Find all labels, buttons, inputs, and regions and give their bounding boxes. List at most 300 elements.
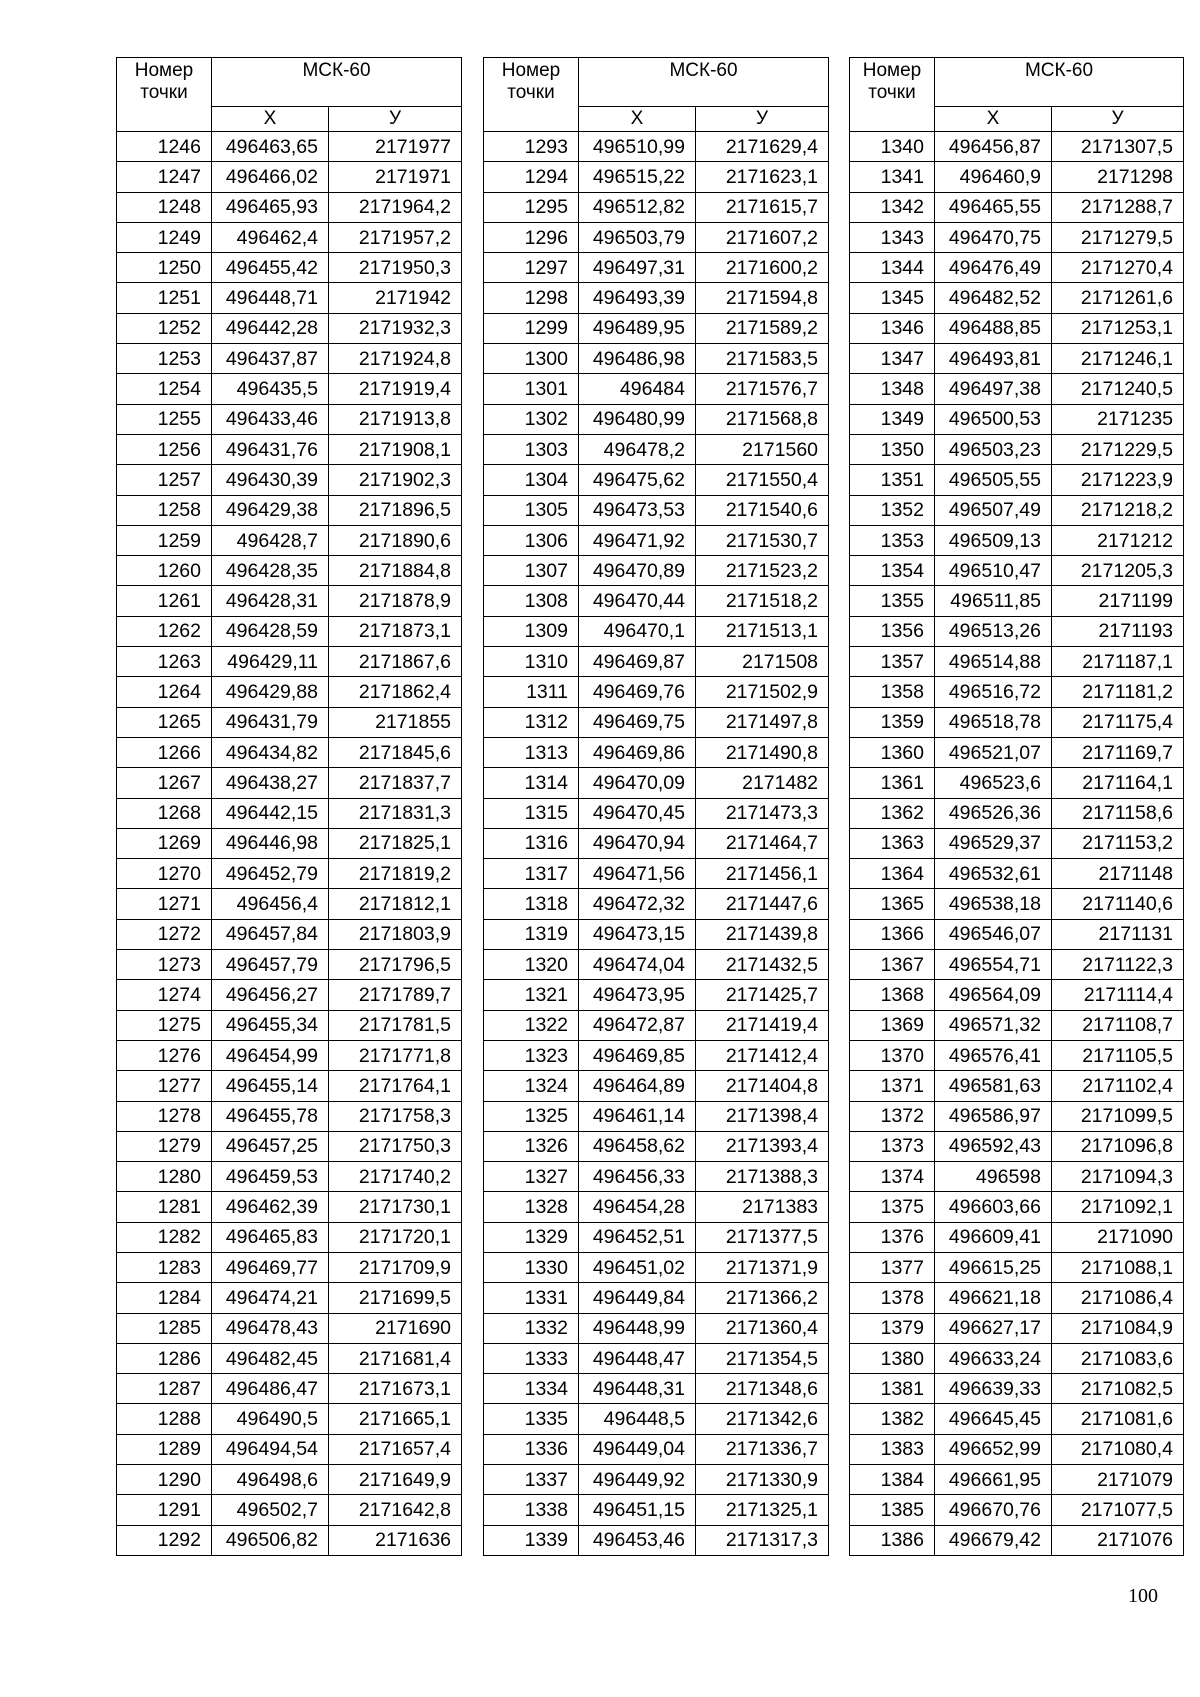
- point-number-cell: 1383: [850, 1434, 935, 1464]
- y-coordinate-cell: 2171279,5: [1052, 222, 1184, 252]
- y-coordinate-cell: 2171518,2: [696, 586, 829, 616]
- point-number-cell: 1370: [850, 1040, 935, 1070]
- y-coordinate-cell: 2171819,2: [329, 859, 462, 889]
- x-coordinate-cell: 496433,46: [212, 404, 329, 434]
- x-coordinate-cell: 496480,99: [579, 404, 696, 434]
- y-coordinate-cell: 2171393,4: [696, 1131, 829, 1161]
- x-coordinate-cell: 496516,72: [935, 677, 1052, 707]
- x-coordinate-cell: 496609,41: [935, 1222, 1052, 1252]
- coordinates-table-1: [116, 57, 462, 1556]
- y-coordinate-cell: 2171657,4: [329, 1434, 462, 1464]
- point-number-cell: 1246: [117, 132, 212, 162]
- x-coordinate-cell: 496449,84: [579, 1283, 696, 1313]
- table-row: [850, 737, 1184, 767]
- point-number-cell: 1333: [484, 1343, 579, 1373]
- table-row: [484, 1131, 829, 1161]
- y-coordinate-cell: 2171730,1: [329, 1192, 462, 1222]
- y-coordinate-cell: 2171594,8: [696, 283, 829, 313]
- x-coordinate-cell: 496509,13: [935, 525, 1052, 555]
- point-number-cell: 1309: [484, 616, 579, 646]
- point-number-cell: 1353: [850, 525, 935, 555]
- point-number-cell: 1322: [484, 1010, 579, 1040]
- point-number-cell: 1317: [484, 859, 579, 889]
- table-row: [850, 192, 1184, 222]
- point-number-cell: 1247: [117, 162, 212, 192]
- x-coordinate-cell: 496586,97: [935, 1101, 1052, 1131]
- y-coordinate-cell: 2171750,3: [329, 1131, 462, 1161]
- y-coordinate-cell: 2171122,3: [1052, 950, 1184, 980]
- x-coordinate-cell: 496473,53: [579, 495, 696, 525]
- point-number-cell: 1368: [850, 980, 935, 1010]
- point-number-cell: 1272: [117, 919, 212, 949]
- x-coordinate-cell: 496458,62: [579, 1131, 696, 1161]
- point-number-cell: 1336: [484, 1434, 579, 1464]
- table-row: [850, 677, 1184, 707]
- table-row: [484, 1495, 829, 1525]
- point-number-cell: 1351: [850, 465, 935, 495]
- table-row: [850, 647, 1184, 677]
- point-number-cell: 1295: [484, 192, 579, 222]
- table-row: [117, 1252, 462, 1282]
- y-coordinate-cell: 2171084,9: [1052, 1313, 1184, 1343]
- point-number-cell: 1291: [117, 1495, 212, 1525]
- table-row: [850, 1374, 1184, 1404]
- y-coordinate-cell: 2171513,1: [696, 616, 829, 646]
- table-row: [484, 132, 829, 162]
- table-row: [484, 344, 829, 374]
- table-row: [850, 1071, 1184, 1101]
- y-coordinate-cell: 2171464,7: [696, 828, 829, 858]
- table-row: [484, 828, 829, 858]
- table-row: [117, 556, 462, 586]
- y-coordinate-cell: 2171502,9: [696, 677, 829, 707]
- x-coordinate-cell: 496446,98: [212, 828, 329, 858]
- y-coordinate-cell: 2171740,2: [329, 1162, 462, 1192]
- x-coordinate-cell: 496502,7: [212, 1495, 329, 1525]
- y-coordinate-cell: 2171523,2: [696, 556, 829, 586]
- table-row: [117, 1010, 462, 1040]
- y-coordinate-cell: 2171699,5: [329, 1283, 462, 1313]
- table-row: [117, 313, 462, 343]
- point-number-cell: 1364: [850, 859, 935, 889]
- x-coordinate-cell: 496469,75: [579, 707, 696, 737]
- point-number-cell: 1315: [484, 798, 579, 828]
- point-number-cell: 1329: [484, 1222, 579, 1252]
- point-number-cell: 1325: [484, 1101, 579, 1131]
- x-coordinate-cell: 496469,87: [579, 647, 696, 677]
- point-number-cell: 1371: [850, 1071, 935, 1101]
- y-coordinate-cell: 2171873,1: [329, 616, 462, 646]
- x-header: Х: [579, 107, 696, 132]
- x-coordinate-cell: 496486,47: [212, 1374, 329, 1404]
- table-row: [850, 374, 1184, 404]
- point-number-cell: 1348: [850, 374, 935, 404]
- table-row: [117, 980, 462, 1010]
- y-coordinate-cell: 2171902,3: [329, 465, 462, 495]
- coordinate-system-header: МСК-60: [212, 58, 462, 107]
- x-coordinate-cell: 496615,25: [935, 1252, 1052, 1282]
- table-row: [117, 1404, 462, 1434]
- x-coordinate-cell: 496457,84: [212, 919, 329, 949]
- y-coordinate-cell: 2171099,5: [1052, 1101, 1184, 1131]
- table-row: [484, 434, 829, 464]
- x-coordinate-cell: 496532,61: [935, 859, 1052, 889]
- y-coordinate-cell: 2171246,1: [1052, 344, 1184, 374]
- x-coordinate-cell: 496430,39: [212, 465, 329, 495]
- x-coordinate-cell: 496476,49: [935, 253, 1052, 283]
- point-number-cell: 1330: [484, 1252, 579, 1282]
- x-coordinate-cell: 496457,25: [212, 1131, 329, 1161]
- table-row: [850, 253, 1184, 283]
- point-number-cell: 1306: [484, 525, 579, 555]
- point-number-cell: 1360: [850, 737, 935, 767]
- y-coordinate-cell: 2171550,4: [696, 465, 829, 495]
- x-coordinate-cell: 496571,32: [935, 1010, 1052, 1040]
- y-coordinate-cell: 2171298: [1052, 162, 1184, 192]
- y-coordinate-cell: 2171796,5: [329, 950, 462, 980]
- point-number-cell: 1350: [850, 434, 935, 464]
- x-coordinate-cell: 496428,35: [212, 556, 329, 586]
- table-row: [117, 132, 462, 162]
- x-coordinate-cell: 496438,27: [212, 768, 329, 798]
- x-coordinate-cell: 496469,76: [579, 677, 696, 707]
- table-row: [484, 1162, 829, 1192]
- y-coordinate-cell: 2171270,4: [1052, 253, 1184, 283]
- x-coordinate-cell: 496512,82: [579, 192, 696, 222]
- y-coordinate-cell: 2171425,7: [696, 980, 829, 1010]
- table-row: [484, 1374, 829, 1404]
- y-coordinate-cell: 2171253,1: [1052, 313, 1184, 343]
- table-row: [117, 707, 462, 737]
- x-coordinate-cell: 496456,27: [212, 980, 329, 1010]
- point-number-cell: 1326: [484, 1131, 579, 1161]
- table-row: [850, 1222, 1184, 1252]
- table-row: [850, 768, 1184, 798]
- point-number-cell: 1288: [117, 1404, 212, 1434]
- table-row: [484, 1252, 829, 1282]
- y-header: У: [1052, 107, 1184, 132]
- x-coordinate-cell: 496507,49: [935, 495, 1052, 525]
- table-row: [850, 1162, 1184, 1192]
- table-row: [850, 465, 1184, 495]
- table-row: [484, 737, 829, 767]
- table-row: [117, 1525, 462, 1555]
- x-coordinate-cell: 496482,52: [935, 283, 1052, 313]
- point-number-cell: 1269: [117, 828, 212, 858]
- y-coordinate-cell: 2171164,1: [1052, 768, 1184, 798]
- y-coordinate-cell: 2171288,7: [1052, 192, 1184, 222]
- y-coordinate-cell: 2171432,5: [696, 950, 829, 980]
- x-coordinate-cell: 496434,82: [212, 737, 329, 767]
- y-coordinate-cell: 2171720,1: [329, 1222, 462, 1252]
- x-coordinate-cell: 496429,11: [212, 647, 329, 677]
- point-number-cell: 1352: [850, 495, 935, 525]
- point-number-cell: 1305: [484, 495, 579, 525]
- x-coordinate-cell: 496470,94: [579, 828, 696, 858]
- page-number: 100: [1128, 1585, 1158, 1607]
- x-coordinate-cell: 496451,02: [579, 1252, 696, 1282]
- table-row: [850, 1465, 1184, 1495]
- point-number-cell: 1261: [117, 586, 212, 616]
- point-number-cell: 1299: [484, 313, 579, 343]
- y-header: У: [696, 107, 829, 132]
- point-number-cell: 1359: [850, 707, 935, 737]
- x-coordinate-cell: 496497,31: [579, 253, 696, 283]
- point-number-cell: 1289: [117, 1434, 212, 1464]
- y-coordinate-cell: 2171642,8: [329, 1495, 462, 1525]
- x-coordinate-cell: 496474,04: [579, 950, 696, 980]
- table-row: [850, 1434, 1184, 1464]
- x-coordinate-cell: 496621,18: [935, 1283, 1052, 1313]
- point-number-cell: 1320: [484, 950, 579, 980]
- y-coordinate-cell: 2171971: [329, 162, 462, 192]
- y-coordinate-cell: 2171508: [696, 647, 829, 677]
- y-coordinate-cell: 2171771,8: [329, 1040, 462, 1070]
- point-number-cell: 1357: [850, 647, 935, 677]
- y-coordinate-cell: 2171240,5: [1052, 374, 1184, 404]
- table-row: [484, 374, 829, 404]
- x-coordinate-cell: 496451,15: [579, 1495, 696, 1525]
- x-coordinate-cell: 496457,79: [212, 950, 329, 980]
- point-number-cell: 1273: [117, 950, 212, 980]
- point-number-cell: 1279: [117, 1131, 212, 1161]
- x-coordinate-cell: 496429,38: [212, 495, 329, 525]
- table-row: [484, 798, 829, 828]
- y-coordinate-cell: 2171636: [329, 1525, 462, 1555]
- x-coordinate-cell: 496510,47: [935, 556, 1052, 586]
- table-row: [484, 283, 829, 313]
- y-coordinate-cell: 2171218,2: [1052, 495, 1184, 525]
- table-row: [117, 374, 462, 404]
- point-number-cell: 1332: [484, 1313, 579, 1343]
- point-number-cell: 1338: [484, 1495, 579, 1525]
- x-coordinate-cell: 496448,5: [579, 1404, 696, 1434]
- point-number-cell: 1296: [484, 222, 579, 252]
- x-coordinate-cell: 496484: [579, 374, 696, 404]
- table-row: [117, 1283, 462, 1313]
- table-row: [484, 253, 829, 283]
- x-coordinate-cell: 496466,02: [212, 162, 329, 192]
- table-row: [117, 919, 462, 949]
- table-row: [117, 1465, 462, 1495]
- x-coordinate-cell: 496511,85: [935, 586, 1052, 616]
- table-row: [850, 344, 1184, 374]
- table-row: [484, 222, 829, 252]
- y-coordinate-cell: 2171758,3: [329, 1101, 462, 1131]
- x-coordinate-cell: 496679,42: [935, 1525, 1052, 1555]
- x-coordinate-cell: 496514,88: [935, 647, 1052, 677]
- table-row: [117, 404, 462, 434]
- x-coordinate-cell: 496470,75: [935, 222, 1052, 252]
- x-coordinate-cell: 496645,45: [935, 1404, 1052, 1434]
- table-row: [850, 798, 1184, 828]
- x-coordinate-cell: 496456,4: [212, 889, 329, 919]
- point-number-header: Номер точки: [117, 58, 212, 132]
- y-coordinate-cell: 2171412,4: [696, 1040, 829, 1070]
- point-number-cell: 1307: [484, 556, 579, 586]
- table-row: [117, 1374, 462, 1404]
- point-number-cell: 1298: [484, 283, 579, 313]
- point-number-cell: 1373: [850, 1131, 935, 1161]
- table-row: [484, 1434, 829, 1464]
- x-coordinate-cell: 496465,83: [212, 1222, 329, 1252]
- y-coordinate-cell: 2171148: [1052, 859, 1184, 889]
- x-coordinate-cell: 496505,55: [935, 465, 1052, 495]
- point-number-cell: 1347: [850, 344, 935, 374]
- x-coordinate-cell: 496460,9: [935, 162, 1052, 192]
- x-coordinate-cell: 496598: [935, 1162, 1052, 1192]
- point-number-cell: 1384: [850, 1465, 935, 1495]
- x-coordinate-cell: 496554,71: [935, 950, 1052, 980]
- table-row: [850, 1404, 1184, 1434]
- y-coordinate-cell: 2171140,6: [1052, 889, 1184, 919]
- point-number-cell: 1265: [117, 707, 212, 737]
- table-row: [850, 434, 1184, 464]
- table-row: [117, 1131, 462, 1161]
- y-coordinate-cell: 2171607,2: [696, 222, 829, 252]
- y-coordinate-cell: 2171837,7: [329, 768, 462, 798]
- point-number-cell: 1385: [850, 1495, 935, 1525]
- table-row: [117, 495, 462, 525]
- point-number-cell: 1343: [850, 222, 935, 252]
- table-row: [484, 616, 829, 646]
- y-coordinate-cell: 2171081,6: [1052, 1404, 1184, 1434]
- y-coordinate-cell: 2171307,5: [1052, 132, 1184, 162]
- point-number-cell: 1314: [484, 768, 579, 798]
- point-number-header: Номер точки: [484, 58, 579, 132]
- y-coordinate-cell: 2171629,4: [696, 132, 829, 162]
- point-number-cell: 1355: [850, 586, 935, 616]
- y-coordinate-cell: 2171812,1: [329, 889, 462, 919]
- table-row: [117, 677, 462, 707]
- point-number-cell: 1308: [484, 586, 579, 616]
- table-row: [484, 192, 829, 222]
- table-row: [850, 404, 1184, 434]
- table-row: [117, 283, 462, 313]
- table-row: [117, 1040, 462, 1070]
- x-coordinate-cell: 496448,99: [579, 1313, 696, 1343]
- point-number-cell: 1303: [484, 434, 579, 464]
- point-number-cell: 1262: [117, 616, 212, 646]
- y-coordinate-cell: 2171878,9: [329, 586, 462, 616]
- point-number-cell: 1313: [484, 737, 579, 767]
- y-coordinate-cell: 2171092,1: [1052, 1192, 1184, 1222]
- point-number-cell: 1250: [117, 253, 212, 283]
- point-number-cell: 1324: [484, 1071, 579, 1101]
- table-row: [850, 222, 1184, 252]
- table-body: [484, 132, 829, 1556]
- point-number-cell: 1249: [117, 222, 212, 252]
- x-coordinate-cell: 496523,6: [935, 768, 1052, 798]
- x-coordinate-cell: 496473,15: [579, 919, 696, 949]
- table-row: [484, 768, 829, 798]
- table-row: [117, 828, 462, 858]
- point-number-cell: 1254: [117, 374, 212, 404]
- point-number-cell: 1312: [484, 707, 579, 737]
- y-coordinate-cell: 2171419,4: [696, 1010, 829, 1040]
- x-coordinate-cell: 496472,87: [579, 1010, 696, 1040]
- y-coordinate-cell: 2171649,9: [329, 1465, 462, 1495]
- point-number-cell: 1259: [117, 525, 212, 555]
- y-coordinate-cell: 2171862,4: [329, 677, 462, 707]
- x-coordinate-cell: 496471,92: [579, 525, 696, 555]
- y-coordinate-cell: 2171193: [1052, 616, 1184, 646]
- y-coordinate-cell: 2171105,5: [1052, 1040, 1184, 1070]
- table-row: [484, 1525, 829, 1555]
- y-coordinate-cell: 2171831,3: [329, 798, 462, 828]
- table-row: [484, 586, 829, 616]
- y-coordinate-cell: 2171325,1: [696, 1495, 829, 1525]
- table-row: [484, 1071, 829, 1101]
- x-coordinate-cell: 496461,14: [579, 1101, 696, 1131]
- y-coordinate-cell: 2171360,4: [696, 1313, 829, 1343]
- x-coordinate-cell: 496633,24: [935, 1343, 1052, 1373]
- point-number-cell: 1358: [850, 677, 935, 707]
- point-number-cell: 1331: [484, 1283, 579, 1313]
- table-row: [484, 495, 829, 525]
- x-coordinate-cell: 496448,71: [212, 283, 329, 313]
- table-row: [850, 1313, 1184, 1343]
- table-row: [117, 1313, 462, 1343]
- x-coordinate-cell: 496452,79: [212, 859, 329, 889]
- point-number-cell: 1361: [850, 768, 935, 798]
- table-row: [850, 525, 1184, 555]
- table-row: [117, 1434, 462, 1464]
- y-coordinate-cell: 2171080,4: [1052, 1434, 1184, 1464]
- x-coordinate-cell: 496470,44: [579, 586, 696, 616]
- x-header: Х: [935, 107, 1052, 132]
- x-coordinate-cell: 496456,33: [579, 1162, 696, 1192]
- table-row: [117, 737, 462, 767]
- point-number-cell: 1263: [117, 647, 212, 677]
- point-number-cell: 1277: [117, 1071, 212, 1101]
- table-row: [850, 1131, 1184, 1161]
- x-coordinate-cell: 496576,41: [935, 1040, 1052, 1070]
- table-row: [117, 1192, 462, 1222]
- point-number-cell: 1311: [484, 677, 579, 707]
- x-coordinate-cell: 496497,38: [935, 374, 1052, 404]
- x-coordinate-cell: 496513,26: [935, 616, 1052, 646]
- y-header: У: [329, 107, 462, 132]
- point-number-cell: 1340: [850, 132, 935, 162]
- point-number-cell: 1301: [484, 374, 579, 404]
- x-coordinate-cell: 496538,18: [935, 889, 1052, 919]
- table-row: [484, 404, 829, 434]
- table-row: [484, 677, 829, 707]
- table-row: [484, 465, 829, 495]
- point-number-cell: 1319: [484, 919, 579, 949]
- table-row: [850, 495, 1184, 525]
- point-number-cell: 1362: [850, 798, 935, 828]
- point-number-cell: 1275: [117, 1010, 212, 1040]
- point-number-cell: 1251: [117, 283, 212, 313]
- table-row: [484, 162, 829, 192]
- table-row: [850, 1525, 1184, 1555]
- y-coordinate-cell: 2171398,4: [696, 1101, 829, 1131]
- x-coordinate-cell: 496464,89: [579, 1071, 696, 1101]
- table-row: [850, 556, 1184, 586]
- table-row: [484, 556, 829, 586]
- point-number-cell: 1300: [484, 344, 579, 374]
- y-coordinate-cell: 2171924,8: [329, 344, 462, 374]
- y-coordinate-cell: 2171083,6: [1052, 1343, 1184, 1373]
- y-coordinate-cell: 2171576,7: [696, 374, 829, 404]
- x-coordinate-cell: 496465,93: [212, 192, 329, 222]
- x-coordinate-cell: 496442,15: [212, 798, 329, 828]
- table-row: [850, 828, 1184, 858]
- table-row: [484, 313, 829, 343]
- point-number-cell: 1252: [117, 313, 212, 343]
